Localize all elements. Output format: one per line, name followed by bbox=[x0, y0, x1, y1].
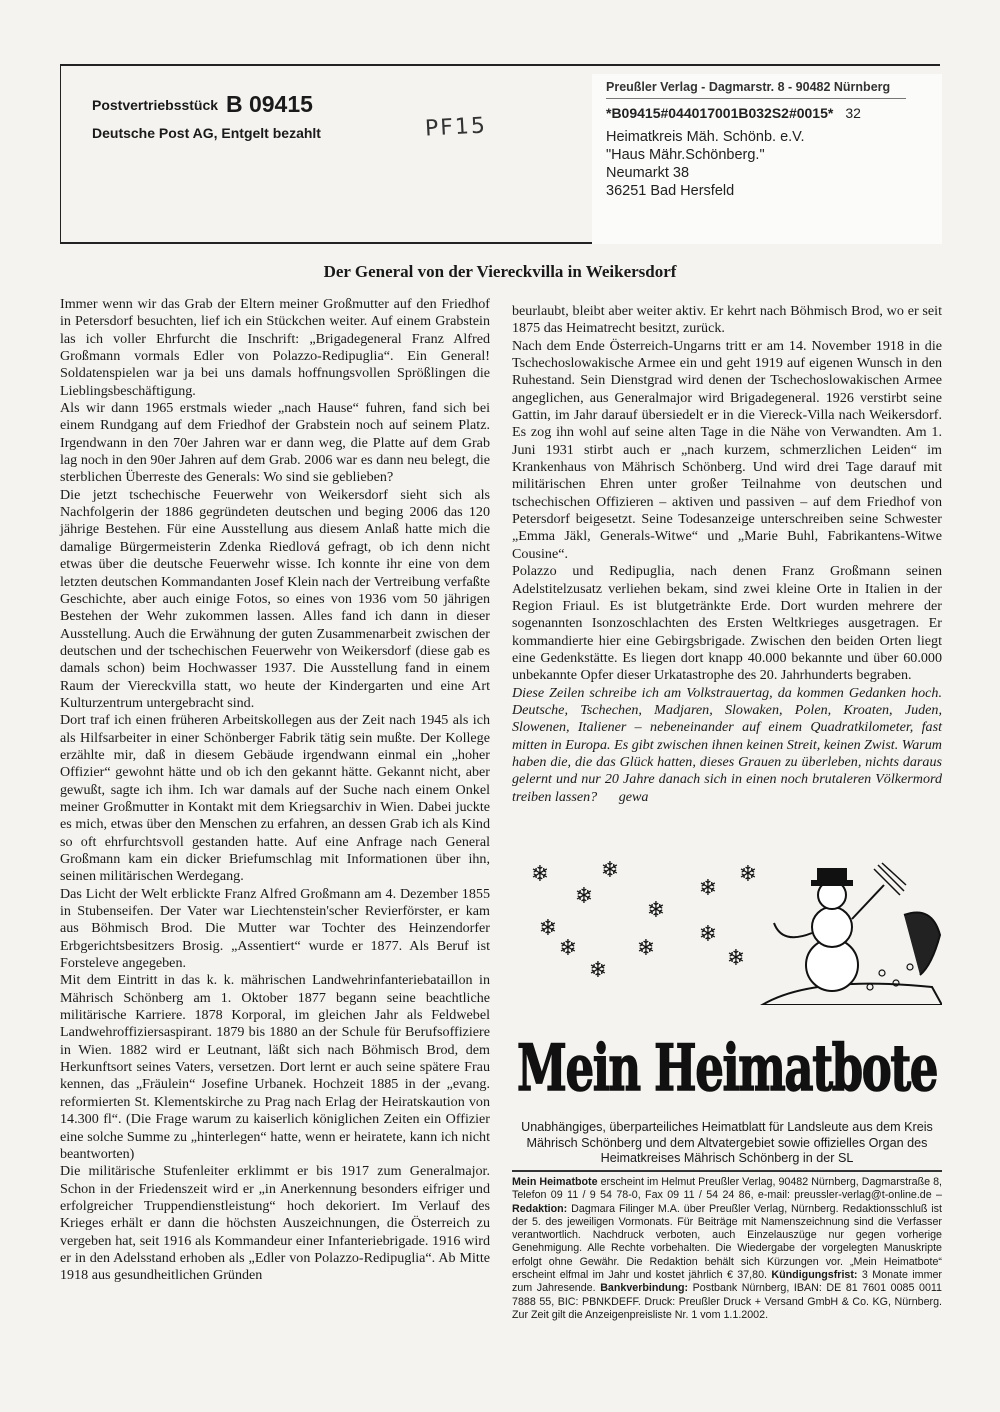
snowflake-icon: ❄ bbox=[574, 884, 594, 909]
address-code: *B09415#044017001B032S2#0015* bbox=[606, 105, 834, 121]
imprint-redaktion-label: Redaktion: bbox=[512, 1202, 568, 1215]
snowflake-icon: ❄ bbox=[726, 946, 746, 971]
imprint-bank-label: Bankverbindung: bbox=[600, 1282, 689, 1295]
logo-text: Mein Heimatbote bbox=[517, 1031, 937, 1106]
paragraph: Als wir dann 1965 erstmals wieder „nach Hause“ fuhren, fand sich bei einem Rundgang auf dem Friedhof der Grabstein noch auf seinem Platz. Irgendwann in den 70er Jahren war er dann weg, die Platte auf dem Grab lag noch in den 90er Jahren auf dem Grab. 2006 war es dann neu belegt, die sterblichen Überreste des Generals: Wo sind sie geblieben? bbox=[60, 400, 490, 486]
imprint-kuendigung-label: Kündigungsfrist: bbox=[771, 1269, 858, 1282]
closing-reflection bbox=[512, 685, 942, 806]
sender-rule bbox=[606, 98, 906, 99]
paragraph: Polazzo und Redipuglia, nach denen Franz Großmann seinen Adelstitelzusatz verliehen bekam, sind zwei kleine Orte in Italien in der Region Friaul. Es ist blutgetränkte Erde. Dort wurden mehrere der sogenannten Isonzoschlachten des Ersten Weltkrieges ausgetragen. Er kommandierte hier eine Gebirgsbrigade. Zwischen den beiden Orten liegt eine Gedenkstätte. Es liegen dort knapp 40.000 bekannte und über 60.000 unbekannte Opfer dieser Urkatastrophe des 20. Jahrhunderts begraben. bbox=[512, 563, 942, 684]
postvertrieb-number: B 09415 bbox=[225, 91, 313, 117]
barcode-line bbox=[606, 105, 861, 121]
mein-heimatbote-logo bbox=[512, 1010, 942, 1120]
snowflake-icon: ❄ bbox=[698, 922, 718, 947]
imprint-text: Dagmara Filinger M.A. über Preußler Verlag, Nürnberg. Redaktionsschluß ist der 5. des jeweiligen Vormonats. Für Beiträge mit Namenszeichnung sind die Verfasser verantwortlich. Nachdruck verboten, auch Einzelauszüge nur gegen vorherige Genehmigung. Alle Rechte vorbehalten. Die Wiedergabe der vorgelegten Manuskripte erfolgt ohne Gewähr. Die Redaktion behält sich Kürzungen vor. „Mein Heimatbote“ erscheint elfmal im Jahr und kostet jährlich € 37,80. bbox=[512, 1202, 942, 1282]
handwritten-note: PF15 bbox=[424, 113, 488, 142]
article-title: Der General von der Viereckvilla in Weikersdorf bbox=[323, 262, 677, 281]
imprint-text: Postbank Nürnberg, IBAN: DE 81 7601 0085 0011 7888 55, BIC: PBNKDEFF. Druck: Preußler Druck + Versand GmbH & Co. KG, Nürnberg. Zur Zeit gilt die Anzeigenpreisliste Nr. 1 vom 1.1.2002. bbox=[512, 1282, 942, 1321]
postvertrieb-label: Postvertriebsstück bbox=[92, 97, 219, 113]
address-label bbox=[592, 74, 942, 244]
address-code-number: 32 bbox=[845, 105, 861, 121]
snowflake-icon: ❄ bbox=[600, 858, 620, 883]
snowflake-icon: ❄ bbox=[646, 898, 666, 923]
masthead-subtitle: Unabhängiges, überparteiliches Heimatblatt für Landsleute aus dem Kreis Mährisch Schönberg und dem Altvatergebiet sowie offizielles Organ des Heimatkreises Mährisch Schönberg in der SL bbox=[521, 1120, 933, 1165]
imprint-name: Mein Heimatbote bbox=[512, 1176, 598, 1188]
closing-text: Diese Zeilen schreibe ich am Volkstrauertag, da kommen Gedanken hoch. Deutsche, Tschechen, Madjaren, Slowaken, Polen, Kroaten, Juden, Slowenen, Italiener – nebeneinander auf einem Quadratkilometer, fast mitten in Europa. Es gibt zwischen ihnen keinen Streit, keinen Zwist. Warum haben die, die das Glück hatten, dieses Grauen zu überleben, nichts daraus gelernt und nur 20 Jahre danach sich in einen noch brutaleren Völkermord treiben lassen? bbox=[512, 684, 942, 805]
imprint bbox=[512, 1176, 942, 1322]
sender-line: Preußler Verlag - Dagmarstr. 8 - 90482 Nürnberg bbox=[606, 80, 891, 94]
article-column-left bbox=[60, 296, 490, 1285]
paragraph: Nach dem Ende Österreich-Ungarns tritt er am 14. November 1918 in die Tschechoslowakische Armee ein und geht 1919 auf eigenen Wunsch in den Ruhestand. Sein Dienstgrad wird denen der Tschechoslowakischen Armee angeglichen, aus Generalmajor wird Brigadegeneral. 1926 verstirbt seine Gattin, im Jahr darauf übersiedelt er in die Viereck-Villa nach Weikersdorf. Es zog ihn wohl auf seine alten Tage in die Nähe von Verwandten. Am 1. Juni 1931 stirbt auch er „nach kurzem, schmerzlichen Leiden“ im Krankenhaus von Mährisch Schönberg. Und wird drei Tage darauf mit militärischen Ehren unter großer Teilnahme von deutschen und tschechischen Offizieren – aktiven und passiven – auf dem Friedhof von Petersdorf beigesetzt. Seine Todesanzeige unterschreiben seine Schwester „Emma Jäkl, Generals-Witwe“ und „Marie Buhl, Fabrikantens-Witwe Cousine“. bbox=[512, 337, 942, 562]
snowflake-icon: ❄ bbox=[558, 936, 578, 961]
paragraph: Immer wenn wir das Grab der Eltern meiner Großmutter auf den Friedhof in Petersdorf besuchten, lief ich ein Stückchen weiter. Auf einem Grabstein las ich voller Ehrfurcht die Inschrift: „Brigadegeneral Franz Alfred Großmann vormals Edler von Polazzo-Redipuglia“. Ein General! Soldatenspielen war ja bei uns damals hoffnungsvollen Sprößlingen die Lieblingsbeschäftigung. bbox=[60, 296, 490, 399]
imprint-text: erscheint im Helmut Preußler Verlag, 90482 Nürnberg, Dagmarstraße 8, Telefon 09 11 / 9 54 78-0, Fax 09 11 / 54 24 86, e-mail: preussler-verlag@t-online.de – bbox=[512, 1176, 942, 1202]
snowman-icon bbox=[762, 863, 942, 1005]
snowflake-icon: ❄ bbox=[636, 936, 656, 961]
address-line: 36251 Bad Hersfeld bbox=[606, 183, 735, 199]
snowflake-icon: ❄ bbox=[530, 862, 550, 887]
snowflake-icon: ❄ bbox=[538, 916, 558, 941]
article-column-right bbox=[512, 303, 942, 806]
paragraph: Dort traf ich einen früheren Arbeitskollegen aus der Zeit nach 1945 als ich als Hilfsarbeiter in einer Schönberger Fabrik tätig sein mußte. Der Kollege erzählte mir, daß in diesem Gebäude irgendwann einmal ein „hoher Offizier“ gewohnt hätte und ob ich den gekannt hätte. Gekannt nicht, aber gewußt, sagte ich ihm. Ich war damals auf der Suche nach einem Onkel meiner Großmutter in Kontakt mit dem Kriegsarchiv in Wien. Dabei juckte es mich, etwas über den Menschen zu erfahren, an dessen Grab ich als Kind so oft ehrfurchtsvoll gestanden hatte. Auf eine Anfrage nach General Großmann kam ein dicker Briefumschlag mit Informationen über ihn, seinen militärischen Werdegang. bbox=[60, 712, 490, 885]
recipient-address bbox=[606, 128, 805, 200]
imprint-text: 3 Monate immer zum Jahresende. bbox=[512, 1269, 942, 1295]
deutsche-post-line: Deutsche Post AG, Entgelt bezahlt bbox=[92, 125, 321, 141]
snowman-illustration bbox=[512, 855, 942, 1005]
address-line: Heimatkreis Mäh. Schönb. e.V. bbox=[606, 129, 805, 145]
address-line: "Haus Mähr.Schönberg." bbox=[606, 147, 765, 163]
paragraph: beurlaubt, bleibt aber weiter aktiv. Er kehrt nach Böhmisch Brod, wo er seit 1875 das Heimatrecht besitzt, zurück. bbox=[512, 303, 942, 337]
paragraph: Das Licht der Welt erblickte Franz Alfred Großmann am 4. Dezember 1855 in Stubenseifen. Der Vater war Liechtenstein'scher Revierförster, er kam aus Böhmisch Brod. Die Mutter war Tochter des Heinzendorfer Erbgerichtsbesitzers Brosig. „Assentiert“ wurde er 1877. Als Beruf ist Forsteleve angegeben. bbox=[60, 885, 490, 972]
paragraph: Die jetzt tschechische Feuerwehr von Weikersdorf sieht sich als Nachfolgerin der 1886 gegründeten deutschen und beging 2006 das 120 jährige Bestehen. Für eine Ausstellung aus diesem Anlaß hatte mich die damalige Bürgermeisterin Zdenka Riedlová gefragt, ob ich denn nicht etwas über die deutsche Feuerwehr wisse. Ich konnte ihr eine von dem letzten deutschen Kommandanten Josef Klein nach der Vertreibung verfaßte Geschichte, aber auch einige Fotos, so eines von 1936 vom 50 jährigen Bestehen der Wehr zukommen lassen. Alles fand ich dann in dieser Ausstellung. Auch die Erwähnung der guten Zusammenarbeit zwischen der deutschen und der tschechischen Feuerwehr von Weikersdorf (diese gab es damals schon) beim Hochwasser 1937. Die Ausstellung fand in einem Raum der Viereckvilla statt, wo heute der Kindergarten und eine Art Kulturzentrum untergebracht sind. bbox=[60, 486, 490, 711]
address-line: Neumarkt 38 bbox=[606, 165, 690, 181]
imprint-rule bbox=[512, 1170, 942, 1172]
author-signature: gewa bbox=[618, 788, 649, 805]
snowflake-icon: ❄ bbox=[738, 862, 758, 887]
postvertrieb-line bbox=[92, 91, 313, 118]
snowflake-icon: ❄ bbox=[698, 876, 718, 901]
paragraph: Mit dem Eintritt in das k. k. mährischen Landwehrinfanteriebataillon in Mährisch Schönberg am 1. Oktober 1877 begann seine beachtliche militärische Karriere. 1878 Korporal, im gleichen Jahr als Feldwebel Landwehroffiziersaspirant. 1879 bis 1880 an der Schule für Berufsoffiziere in Wien. 1882 wird er Leutnant, läßt sich nach Böhmisch Brod, dem Herkunftsort seines Vaters, versetzen. Dort lernt er auch seine spätere Frau kennen, das „Fräulein“ Josefine Urbanek. Hochzeit 1885 in der „evang. reformierten St. Klementskirche zu Prag nach Erlag der Heiratskaution von 14.300 fl“. (Die Frage warum zu kaiserlich königlichen Zeiten ein Offizier eine solche Summe zu „hinterlegen“ hatte, wenn er heiratete, kann ich nicht beantworten) bbox=[60, 972, 490, 1162]
snowflake-icon: ❄ bbox=[588, 958, 608, 983]
paragraph: Die militärische Stufenleiter erklimmt er bis 1917 zum Generalmajor. Schon in der Friedenszeit wird er „in Anerkennung besonders eifriger und erfolgreicher Truppendienstleistung“ hoch dekoriert. Im Verlauf des Krieges erhält er dann die höchsten Auszeichnungen, die Österreich zu vergeben hat, seit 1916 als Kommandeur einer Infanteriebrigade. 1916 wird er in den Adelsstand erhoben als „Edler von Polazzo-Redipuglia“. Ab Mitte 1918 aus gesundheitlichen Gründen bbox=[60, 1163, 490, 1284]
